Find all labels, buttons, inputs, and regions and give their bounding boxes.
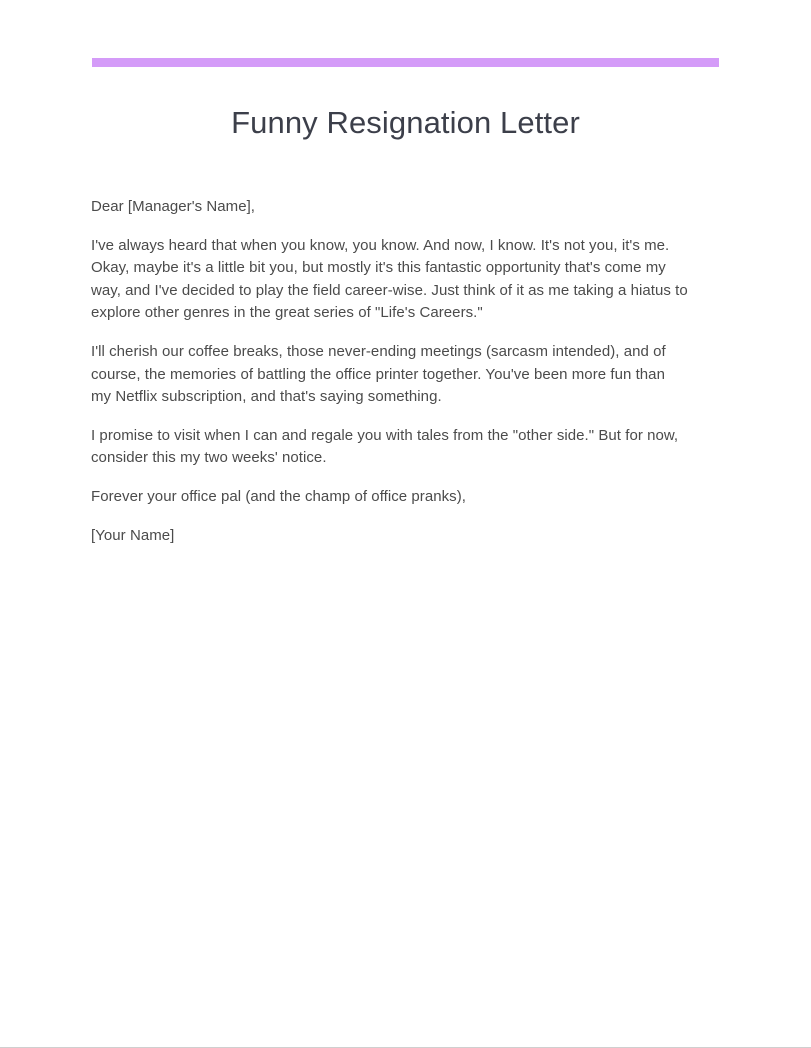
body-paragraph-1: I've always heard that when you know, you know. And now, I know. It's not you, it's me. Okay, maybe it's a little bit you, but mostly it's this fantastic opportunity that's come my way, and I've decided to play the field career-wise. Just think of it as me taking a hiatus to explore other genres in the great series of "Life's Careers." (91, 236, 688, 322)
letter-body (91, 196, 689, 547)
salutation-paragraph: Dear [Manager's Name], (91, 198, 256, 215)
page-title: Funny Resignation Letter (231, 105, 580, 140)
signature-paragraph: [Your Name] (91, 526, 175, 544)
body-paragraph-2: I'll cherish our coffee breaks, those never-ending meetings (sarcasm intended), and of course, the memories of battling the office printer together. You've been more fun than my Netflix subscription, and that's saying something. (91, 342, 666, 406)
body-paragraph-3: I promise to visit when I can and regale you with tales from the "other side." But for now, consider this my two weeks' notice. (91, 426, 679, 467)
accent-bar (92, 58, 719, 67)
closing-paragraph: Forever your office pal (and the champ of office pranks), (91, 487, 466, 505)
